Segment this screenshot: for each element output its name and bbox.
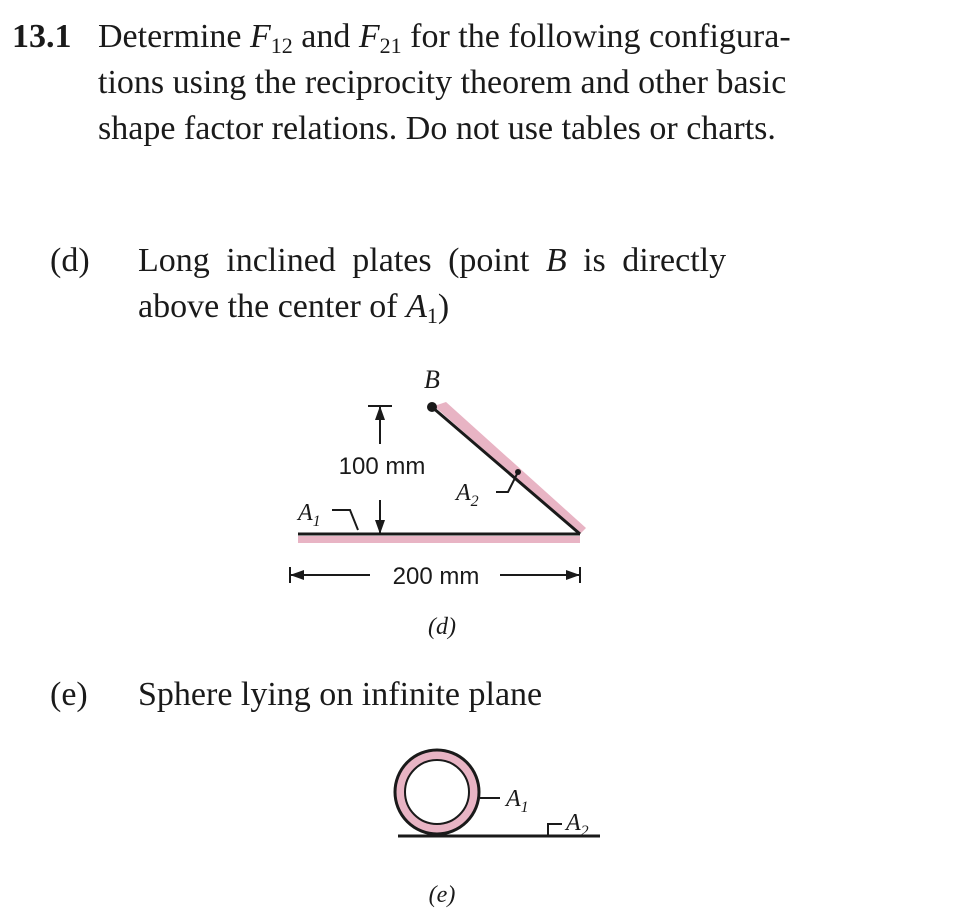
part-e-label: (e): [50, 676, 88, 713]
plate-a2: [432, 407, 580, 534]
a2-label-e: $A_2$: [566, 810, 589, 840]
width-dim-arrow-left: [290, 570, 304, 580]
plate-a1-shading: [298, 536, 580, 543]
point-b-marker: [427, 402, 437, 412]
problem-line-3: shape factor relations. Do not use tables or charts.: [98, 110, 776, 147]
figure-e: [395, 750, 600, 908]
part-d-label: (d): [50, 242, 90, 279]
part-d-line-1: Long inclined plates (point B is directly: [138, 242, 727, 279]
width-dim-arrow-right: [566, 570, 580, 580]
figure-d-caption: (d): [428, 614, 456, 640]
height-dim-arrow-down: [375, 520, 385, 534]
problem-line-2: tions using the reciprocity theorem and other basic: [98, 64, 787, 101]
sphere-inner: [405, 760, 469, 824]
a2-leader-e: [548, 824, 562, 836]
a2-label-d: $A_2$: [456, 480, 479, 510]
figure-d: [290, 365, 586, 640]
part-e-text: Sphere lying on infinite plane: [138, 676, 543, 713]
a1-label-d: $A_1$: [298, 500, 321, 530]
sphere-outer: [395, 750, 479, 834]
problem-number: 13.1: [12, 18, 72, 55]
plate-a2-shading: [434, 402, 586, 534]
a2-leader-dot: [515, 469, 521, 475]
height-dim-label: 100 mm: [338, 453, 426, 480]
a1-leader-d: [332, 510, 358, 530]
problem-line-1: Determine $F_{12}$ and $F_{21}$ for the following configura-: [98, 18, 791, 58]
a1-label-e: $A_1$: [506, 786, 529, 816]
part-d-line-2: above the center of $A_1$): [138, 288, 450, 328]
sphere-shading: [400, 755, 474, 829]
point-b-label: B: [424, 365, 440, 394]
width-dim-label: 200 mm: [392, 563, 480, 590]
height-dim-arrow-up: [375, 406, 385, 420]
figure-e-caption: (e): [428, 882, 456, 908]
